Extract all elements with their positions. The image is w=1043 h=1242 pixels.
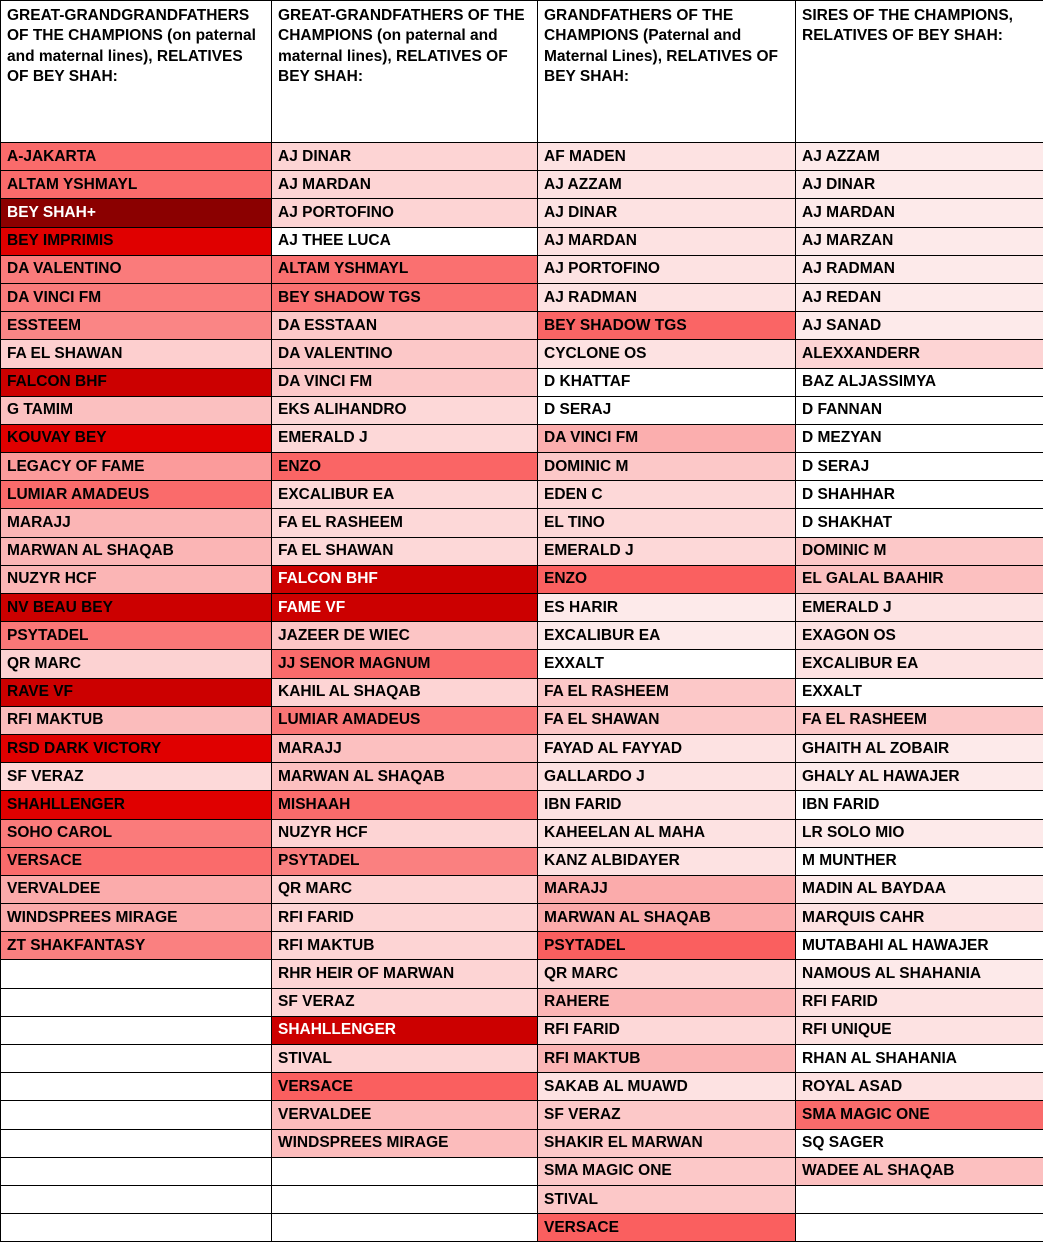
table-row: [1, 509, 1043, 537]
horse-name-cell: SMA MAGIC ONE: [796, 1101, 1043, 1129]
horse-name-cell: RSD DARK VICTORY: [1, 734, 272, 762]
table-row: [1, 706, 1043, 734]
horse-name-cell: AJ SANAD: [796, 312, 1043, 340]
horse-name-cell: MARQUIS CAHR: [796, 904, 1043, 932]
horse-name-cell: VERSACE: [538, 1214, 796, 1242]
horse-name-cell: PSYTADEL: [272, 847, 538, 875]
horse-name-cell: BEY SHADOW TGS: [538, 312, 796, 340]
horse-name-cell: EXCALIBUR EA: [796, 650, 1043, 678]
table-row: [1, 734, 1043, 762]
table-row: [1, 622, 1043, 650]
empty-cell: [272, 1157, 538, 1185]
table-row: [1, 312, 1043, 340]
empty-cell: [796, 1214, 1043, 1242]
horse-name-cell: SHAKIR EL MARWAN: [538, 1129, 796, 1157]
horse-name-cell: MARWAN AL SHAQAB: [538, 904, 796, 932]
horse-name-cell: FAME VF: [272, 594, 538, 622]
horse-name-cell: VERSACE: [1, 847, 272, 875]
table-row: [1, 763, 1043, 791]
table-row: [1, 1073, 1043, 1101]
table-row: [1, 960, 1043, 988]
horse-name-cell: RFI FARID: [796, 988, 1043, 1016]
horse-name-cell: KAHEELAN AL MAHA: [538, 819, 796, 847]
horse-name-cell: RFI UNIQUE: [796, 1016, 1043, 1044]
horse-name-cell: FA EL SHAWAN: [1, 340, 272, 368]
horse-name-cell: ESSTEEM: [1, 312, 272, 340]
horse-name-cell: DA ESSTAAN: [272, 312, 538, 340]
horse-name-cell: SOHO CAROL: [1, 819, 272, 847]
empty-cell: [1, 1101, 272, 1129]
table-row: [1, 1157, 1043, 1185]
horse-name-cell: GALLARDO J: [538, 763, 796, 791]
horse-name-cell: NAMOUS AL SHAHANIA: [796, 960, 1043, 988]
horse-name-cell: LUMIAR AMADEUS: [1, 481, 272, 509]
horse-name-cell: CYCLONE OS: [538, 340, 796, 368]
table-row: [1, 819, 1043, 847]
table-row: [1, 227, 1043, 255]
horse-name-cell: FALCON BHF: [1, 368, 272, 396]
horse-name-cell: EXXALT: [538, 650, 796, 678]
table-row: [1, 171, 1043, 199]
horse-name-cell: RFI FARID: [538, 1016, 796, 1044]
horse-name-cell: JAZEER DE WIEC: [272, 622, 538, 650]
horse-name-cell: ES HARIR: [538, 594, 796, 622]
empty-cell: [1, 1016, 272, 1044]
horse-name-cell: AJ PORTOFINO: [272, 199, 538, 227]
horse-name-cell: AJ REDAN: [796, 283, 1043, 311]
horse-name-cell: QR MARC: [538, 960, 796, 988]
table-row: [1, 847, 1043, 875]
horse-name-cell: PSYTADEL: [1, 622, 272, 650]
horse-name-cell: BEY SHAH+: [1, 199, 272, 227]
horse-name-cell: KAHIL AL SHAQAB: [272, 678, 538, 706]
horse-name-cell: AJ PORTOFINO: [538, 255, 796, 283]
table-row: [1, 1045, 1043, 1073]
horse-name-cell: ENZO: [538, 565, 796, 593]
horse-name-cell: STIVAL: [272, 1045, 538, 1073]
horse-name-cell: RAVE VF: [1, 678, 272, 706]
empty-cell: [1, 1157, 272, 1185]
horse-name-cell: KANZ ALBIDAYER: [538, 847, 796, 875]
horse-name-cell: DOMINIC M: [538, 453, 796, 481]
horse-name-cell: M MUNTHER: [796, 847, 1043, 875]
horse-name-cell: EMERALD J: [796, 594, 1043, 622]
horse-name-cell: BAZ ALJASSIMYA: [796, 368, 1043, 396]
empty-cell: [1, 988, 272, 1016]
horse-name-cell: WINDSPREES MIRAGE: [1, 904, 272, 932]
horse-name-cell: MARWAN AL SHAQAB: [272, 763, 538, 791]
horse-name-cell: DA VINCI FM: [272, 368, 538, 396]
table-row: [1, 1129, 1043, 1157]
horse-name-cell: AJ DINAR: [796, 171, 1043, 199]
horse-name-cell: EKS ALIHANDRO: [272, 396, 538, 424]
horse-name-cell: RFI MAKTUB: [1, 706, 272, 734]
horse-name-cell: AJ MARDAN: [538, 227, 796, 255]
table-row: [1, 650, 1043, 678]
horse-name-cell: D SERAJ: [538, 396, 796, 424]
horse-name-cell: SHAHLLENGER: [272, 1016, 538, 1044]
horse-name-cell: FA EL SHAWAN: [272, 537, 538, 565]
table-row: [1, 1016, 1043, 1044]
table-row: [1, 875, 1043, 903]
horse-name-cell: FA EL RASHEEM: [796, 706, 1043, 734]
table-row: [1, 791, 1043, 819]
empty-cell: [1, 1129, 272, 1157]
table-row: [1, 143, 1043, 171]
horse-name-cell: D MEZYAN: [796, 424, 1043, 452]
table-row: [1, 594, 1043, 622]
horse-name-cell: DOMINIC M: [796, 537, 1043, 565]
horse-name-cell: SAKAB AL MUAWD: [538, 1073, 796, 1101]
horse-name-cell: JJ SENOR MAGNUM: [272, 650, 538, 678]
horse-name-cell: RFI MAKTUB: [272, 932, 538, 960]
horse-name-cell: EMERALD J: [538, 537, 796, 565]
horse-name-cell: AJ MARDAN: [272, 171, 538, 199]
horse-name-cell: BEY SHADOW TGS: [272, 283, 538, 311]
horse-name-cell: ZT SHAKFANTASY: [1, 932, 272, 960]
horse-name-cell: MARAJJ: [1, 509, 272, 537]
horse-name-cell: EMERALD J: [272, 424, 538, 452]
empty-cell: [1, 1214, 272, 1242]
horse-name-cell: D FANNAN: [796, 396, 1043, 424]
table-row: [1, 340, 1043, 368]
empty-cell: [1, 960, 272, 988]
table-row: [1, 255, 1043, 283]
table-row: [1, 1214, 1043, 1242]
horse-name-cell: MARAJJ: [538, 875, 796, 903]
horse-name-cell: EXXALT: [796, 678, 1043, 706]
horse-name-cell: AJ RADMAN: [538, 283, 796, 311]
horse-name-cell: ROYAL ASAD: [796, 1073, 1043, 1101]
horse-name-cell: IBN FARID: [796, 791, 1043, 819]
horse-name-cell: AJ RADMAN: [796, 255, 1043, 283]
table-row: [1, 368, 1043, 396]
horse-name-cell: NUZYR HCF: [1, 565, 272, 593]
horse-name-cell: MARAJJ: [272, 734, 538, 762]
horse-name-cell: LR SOLO MIO: [796, 819, 1043, 847]
empty-cell: [272, 1214, 538, 1242]
horse-name-cell: DA VINCI FM: [1, 283, 272, 311]
horse-name-cell: WADEE AL SHAQAB: [796, 1157, 1043, 1185]
horse-name-cell: RFI MAKTUB: [538, 1045, 796, 1073]
horse-name-cell: AJ AZZAM: [538, 171, 796, 199]
horse-name-cell: NUZYR HCF: [272, 819, 538, 847]
horse-name-cell: A-JAKARTA: [1, 143, 272, 171]
empty-cell: [1, 1045, 272, 1073]
horse-name-cell: DA VINCI FM: [538, 424, 796, 452]
horse-name-cell: EXCALIBUR EA: [272, 481, 538, 509]
horse-name-cell: FA EL RASHEEM: [272, 509, 538, 537]
horse-name-cell: D SHAKHAT: [796, 509, 1043, 537]
table-row: [1, 1101, 1043, 1129]
horse-name-cell: AJ DINAR: [538, 199, 796, 227]
horse-name-cell: EXCALIBUR EA: [538, 622, 796, 650]
table-row: [1, 283, 1043, 311]
horse-name-cell: MISHAAH: [272, 791, 538, 819]
horse-name-cell: RHAN AL SHAHANIA: [796, 1045, 1043, 1073]
horse-name-cell: RAHERE: [538, 988, 796, 1016]
horse-name-cell: STIVAL: [538, 1185, 796, 1213]
horse-name-cell: AJ AZZAM: [796, 143, 1043, 171]
horse-name-cell: EXAGON OS: [796, 622, 1043, 650]
horse-name-cell: IBN FARID: [538, 791, 796, 819]
horse-name-cell: GHALY AL HAWAJER: [796, 763, 1043, 791]
horse-name-cell: RFI FARID: [272, 904, 538, 932]
horse-name-cell: MUTABAHI AL HAWAJER: [796, 932, 1043, 960]
table-row: [1, 988, 1043, 1016]
column-header-great-grandgrandfathers: GREAT-GRANDGRANDFATHERS OF THE CHAMPIONS (on paternal and maternal lines), RELATIVES OF BEY SHAH:: [1, 1, 272, 143]
column-header-great-grandfathers: GREAT-GRANDFATHERS OF THE CHAMPIONS (on paternal and maternal lines), RELATIVES OF BEY SHAH:: [272, 1, 538, 143]
table-row: [1, 424, 1043, 452]
horse-name-cell: FAYAD AL FAYYAD: [538, 734, 796, 762]
table-row: [1, 199, 1043, 227]
horse-name-cell: D SERAJ: [796, 453, 1043, 481]
horse-name-cell: ALTAM YSHMAYL: [1, 171, 272, 199]
horse-name-cell: LUMIAR AMADEUS: [272, 706, 538, 734]
table-row: [1, 537, 1043, 565]
horse-name-cell: ENZO: [272, 453, 538, 481]
horse-name-cell: SF VERAZ: [1, 763, 272, 791]
horse-name-cell: MADIN AL BAYDAA: [796, 875, 1043, 903]
horse-name-cell: AF MADEN: [538, 143, 796, 171]
horse-name-cell: VERVALDEE: [272, 1101, 538, 1129]
table-header-row: [1, 1, 1043, 143]
table-row: [1, 396, 1043, 424]
horse-name-cell: DA VALENTINO: [272, 340, 538, 368]
horse-name-cell: QR MARC: [272, 875, 538, 903]
horse-name-cell: AJ DINAR: [272, 143, 538, 171]
horse-name-cell: QR MARC: [1, 650, 272, 678]
horse-name-cell: GHAITH AL ZOBAIR: [796, 734, 1043, 762]
column-header-grandfathers: GRANDFATHERS OF THE CHAMPIONS (Paternal and Maternal Lines), RELATIVES OF BEY SHAH:: [538, 1, 796, 143]
table-row: [1, 904, 1043, 932]
horse-name-cell: ALTAM YSHMAYL: [272, 255, 538, 283]
horse-name-cell: SHAHLLENGER: [1, 791, 272, 819]
horse-name-cell: DA VALENTINO: [1, 255, 272, 283]
horse-name-cell: EDEN C: [538, 481, 796, 509]
horse-name-cell: EL TINO: [538, 509, 796, 537]
horse-name-cell: VERVALDEE: [1, 875, 272, 903]
horse-name-cell: SMA MAGIC ONE: [538, 1157, 796, 1185]
horse-name-cell: ALEXXANDERR: [796, 340, 1043, 368]
horse-name-cell: BEY IMPRIMIS: [1, 227, 272, 255]
horse-name-cell: FALCON BHF: [272, 565, 538, 593]
horse-name-cell: G TAMIM: [1, 396, 272, 424]
horse-name-cell: NV BEAU BEY: [1, 594, 272, 622]
horse-name-cell: AJ MARZAN: [796, 227, 1043, 255]
empty-cell: [1, 1073, 272, 1101]
horse-name-cell: SF VERAZ: [538, 1101, 796, 1129]
horse-name-cell: RHR HEIR OF MARWAN: [272, 960, 538, 988]
table-row: [1, 565, 1043, 593]
horse-name-cell: MARWAN AL SHAQAB: [1, 537, 272, 565]
horse-name-cell: FA EL RASHEEM: [538, 678, 796, 706]
table-row: [1, 481, 1043, 509]
horse-name-cell: WINDSPREES MIRAGE: [272, 1129, 538, 1157]
table-row: [1, 932, 1043, 960]
horse-name-cell: D SHAHHAR: [796, 481, 1043, 509]
column-header-sires: SIRES OF THE CHAMPIONS, RELATIVES OF BEY SHAH:: [796, 1, 1043, 143]
table-row: [1, 678, 1043, 706]
horse-name-cell: SF VERAZ: [272, 988, 538, 1016]
horse-name-cell: FA EL SHAWAN: [538, 706, 796, 734]
horse-name-cell: EL GALAL BAAHIR: [796, 565, 1043, 593]
horse-name-cell: PSYTADEL: [538, 932, 796, 960]
horse-name-cell: D KHATTAF: [538, 368, 796, 396]
horse-name-cell: KOUVAY BEY: [1, 424, 272, 452]
horse-name-cell: VERSACE: [272, 1073, 538, 1101]
table-row: [1, 453, 1043, 481]
horse-name-cell: SQ SAGER: [796, 1129, 1043, 1157]
horse-name-cell: LEGACY OF FAME: [1, 453, 272, 481]
horse-name-cell: AJ MARDAN: [796, 199, 1043, 227]
horse-name-cell: AJ THEE LUCA: [272, 227, 538, 255]
